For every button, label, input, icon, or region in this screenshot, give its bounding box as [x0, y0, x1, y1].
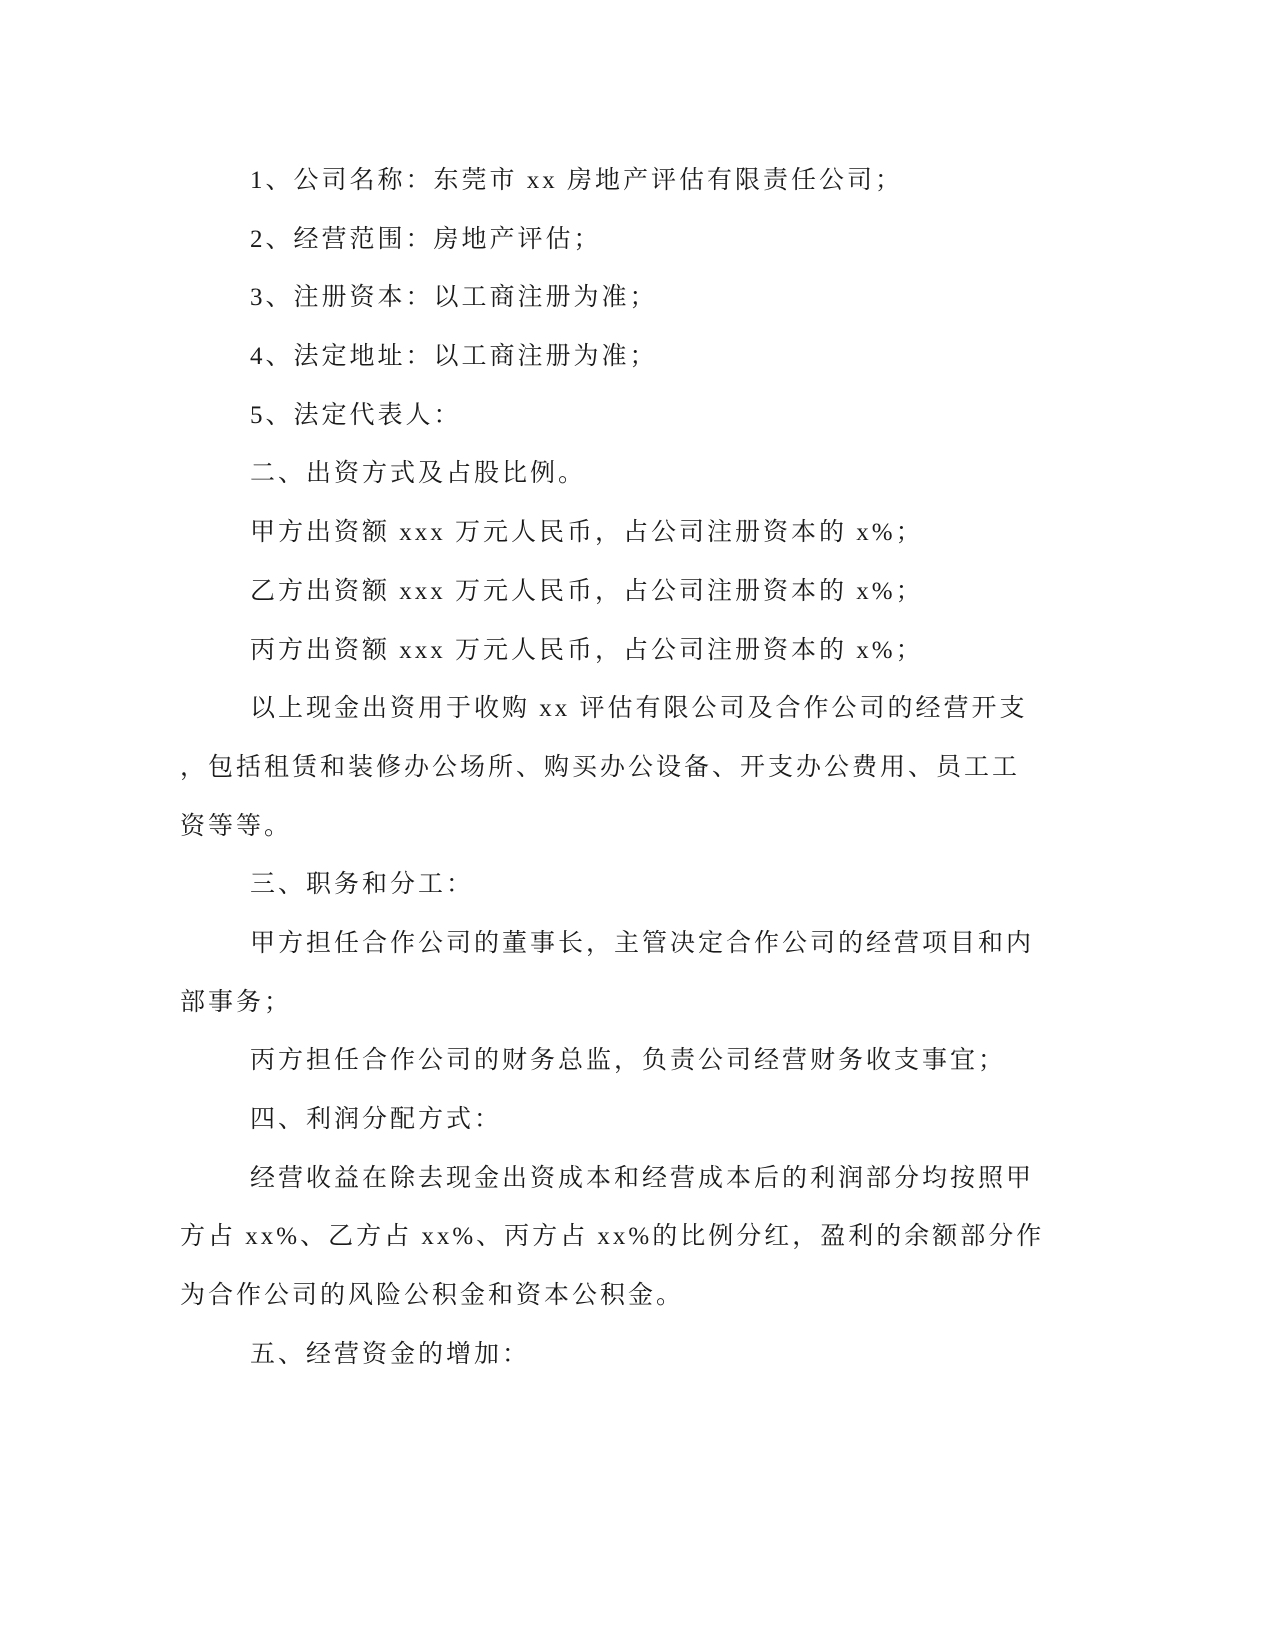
paragraph-line: 4、法定地址：以工商注册为准；: [250, 343, 658, 371]
paragraph-line: 2、经营范围：房地产评估；: [250, 225, 602, 253]
section-heading: 五、经营资金的增加：: [250, 1340, 531, 1368]
paragraph-line: 经营收益在除去现金出资成本和经营成本后的利润部分均按照甲: [250, 1164, 1035, 1192]
contribution-party-a: [180, 504, 1050, 563]
section-heading: 三、职务和分工：: [250, 871, 475, 899]
paragraph-line: 乙方出资额 xxx 万元人民币，占公司注册资本的 x%；: [250, 577, 924, 605]
section-heading-contribution: [180, 445, 1050, 504]
contribution-party-b: [180, 563, 1050, 622]
paragraph-line: 方占 xx%、乙方占 xx%、丙方占 xx%的比例分红，盈利的余额部分作: [180, 1223, 1045, 1251]
item-legal-address: [180, 328, 1050, 387]
duty-party-a: [180, 915, 1050, 1032]
paragraph-line: 5、法定代表人：: [250, 401, 462, 429]
item-company-name: [180, 152, 1050, 211]
section-heading: 二、出资方式及占股比例。: [250, 460, 587, 488]
item-legal-representative: [180, 387, 1050, 446]
paragraph-profit-distribution: [180, 1150, 1050, 1326]
paragraph-line: 1、公司名称：东莞市 xx 房地产评估有限责任公司；: [250, 167, 904, 194]
paragraph-line: 丙方担任合作公司的财务总监，负责公司经营财务收支事宜；: [250, 1047, 1007, 1075]
paragraph-line: 以上现金出资用于收购 xx 评估有限公司及合作公司的经营开支: [250, 695, 1028, 723]
paragraph-line: 为合作公司的风险公积金和资本公积金。: [180, 1282, 685, 1310]
paragraph-line: 部事务；: [180, 988, 293, 1016]
section-heading-profit: [180, 1091, 1050, 1150]
paragraph-line: 甲方担任合作公司的董事长，主管决定合作公司的经营项目和内: [250, 929, 1035, 957]
paragraph-line: 丙方出资额 xxx 万元人民币，占公司注册资本的 x%；: [250, 636, 924, 664]
paragraph-line: 甲方出资额 xxx 万元人民币，占公司注册资本的 x%；: [250, 519, 924, 547]
paragraph-line: 3、注册资本：以工商注册为准；: [250, 284, 658, 312]
item-business-scope: [180, 211, 1050, 270]
duty-party-c: [180, 1032, 1050, 1091]
section-heading-duties: [180, 856, 1050, 915]
paragraph-cash-usage: [180, 680, 1050, 856]
section-heading-capital-increase: [180, 1326, 1050, 1385]
item-registered-capital: [180, 269, 1050, 328]
paragraph-line: 资等等。: [180, 812, 293, 840]
paragraph-line: ，包括租赁和装修办公场所、购买办公设备、开支办公费用、员工工: [180, 753, 1021, 781]
document-body: [180, 152, 1050, 1384]
section-heading: 四、利润分配方式：: [250, 1106, 503, 1133]
contribution-party-c: [180, 622, 1050, 681]
